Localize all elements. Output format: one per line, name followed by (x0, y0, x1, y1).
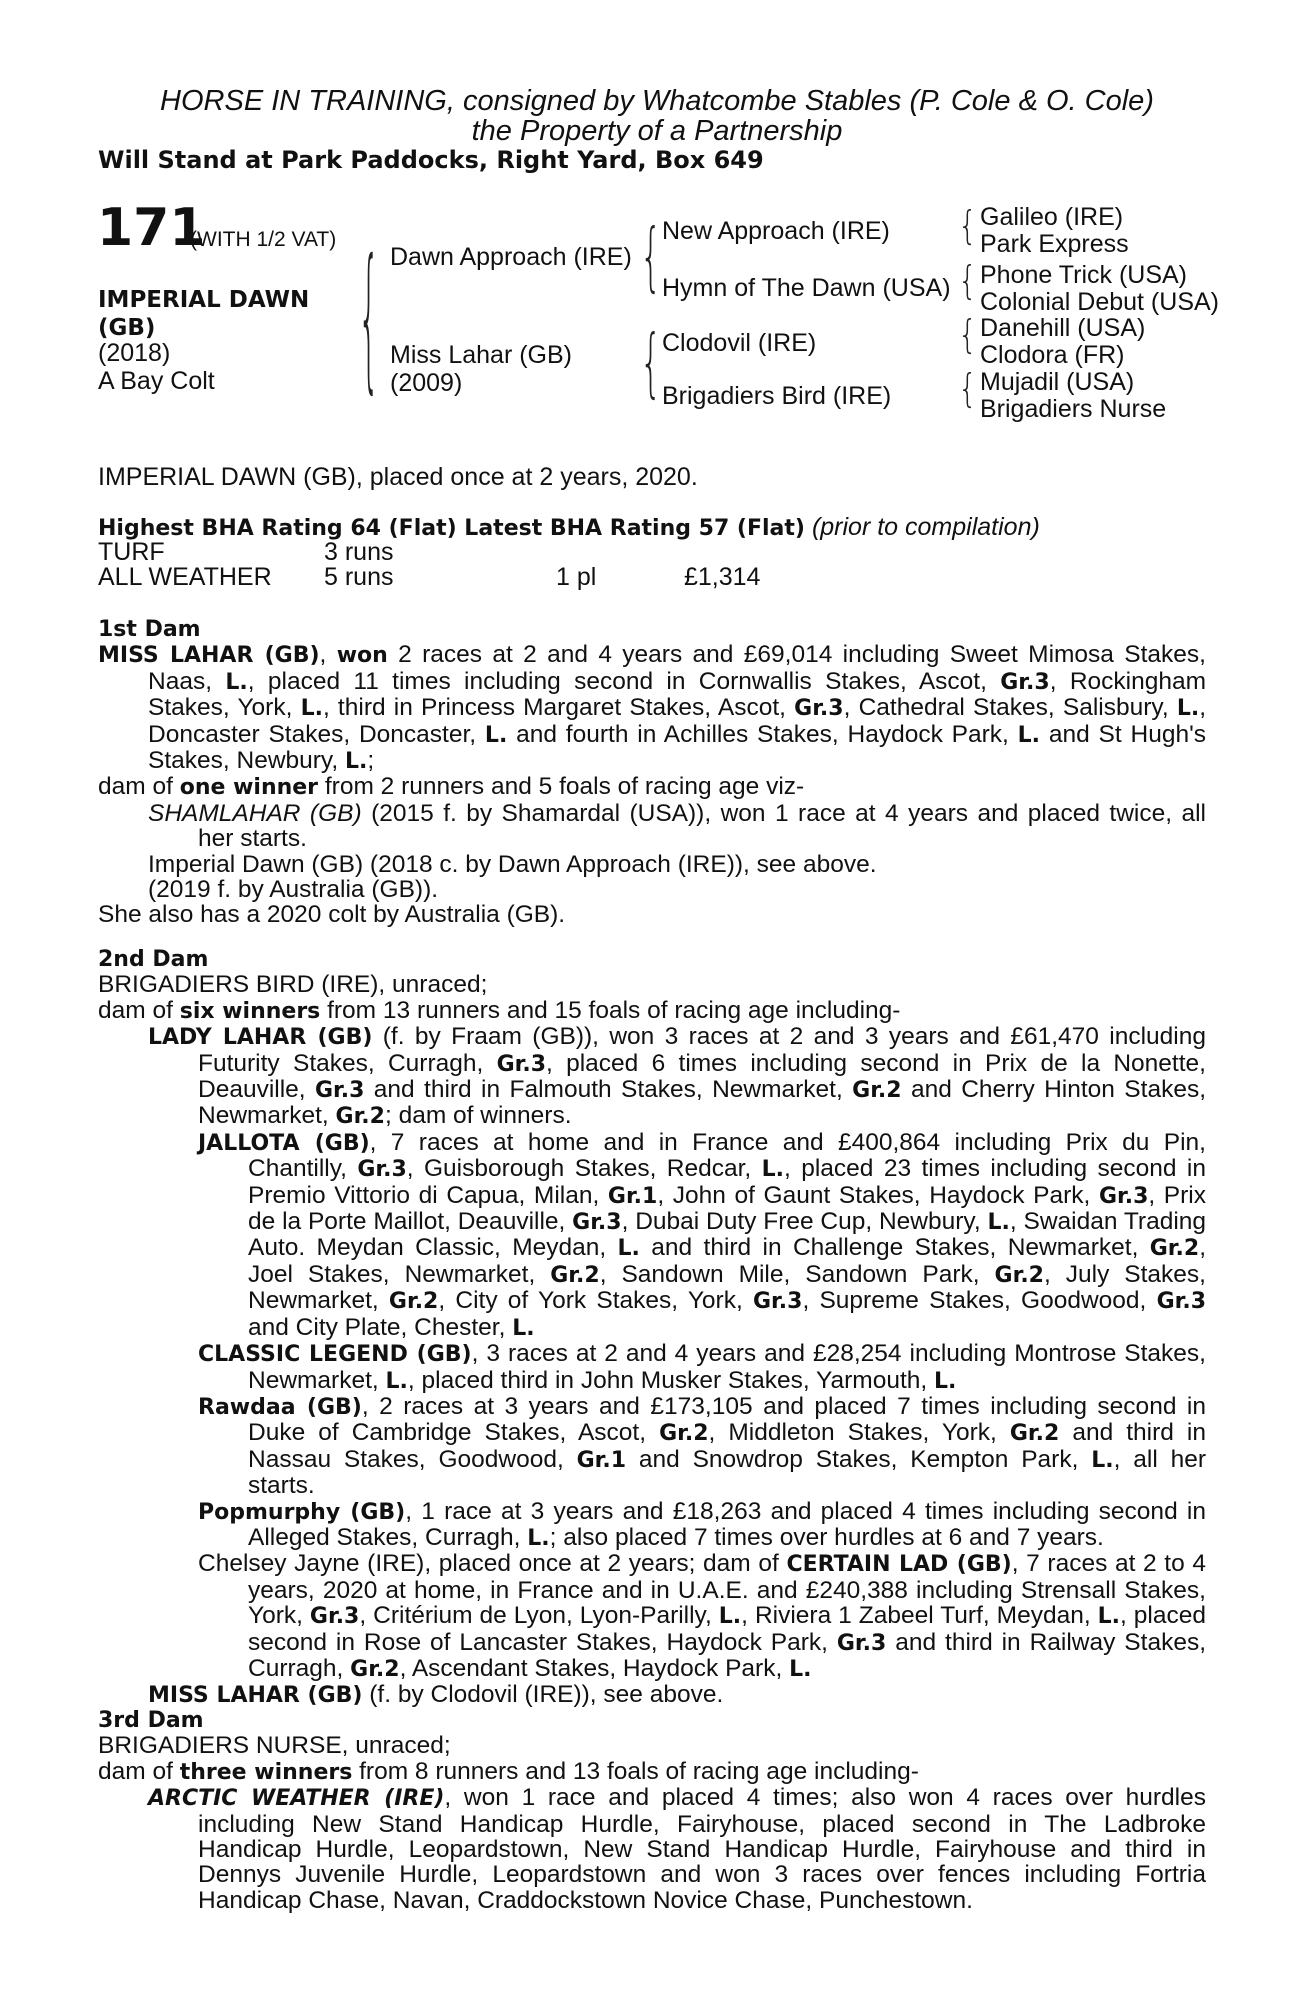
pedigree-dam: Miss Lahar (GB) (390, 341, 572, 369)
pedigree-dam-dam: Brigadiers Bird (IRE) (662, 382, 892, 410)
pedigree-g7: Mujadil (USA) (980, 368, 1135, 396)
pedigree-g4: Colonial Debut (USA) (980, 288, 1219, 316)
bha-rating-note: (prior to compilation) (811, 513, 1040, 541)
produce-lady-lahar: LADY LAHAR (GB) (f. by Fraam (GB)), won 3 races at 2 and 3 years and £61,470 including Futurity Stakes, Curragh, Gr.3, placed 6 times including second in Prix de la Nonette, Deauville, Gr.3 and third in Falmouth Stakes, Newmarket, Gr.2 and Cherry Hinton Stakes, Newmarket, Gr.2; dam of winners. (148, 1023, 1206, 1130)
pedigree-brace-sire: { (640, 214, 662, 302)
lot-number: 171 (97, 198, 206, 258)
pedigree-dam-year: (2009) (390, 369, 463, 397)
produce-arctic-weather: ARCTIC WEATHER (IRE), won 1 race and placed 4 times; also won 4 races over hurdles including New Stand Handicap Hurdle, Fairyhouse, placed second in The Ladbroke Handicap Hurdle, Leopardstown, New Stand Handicap Hurdle, Fairyhouse and third in Dennys Juvenile Hurdle, Leopardstown and won 3 races over fences including Fortria Handicap Chase, Navan, Craddockstown Novice Chase, Punchestown. (148, 1784, 1206, 1914)
stand-location: Will Stand at Park Paddocks, Right Yard, Box 649 (98, 146, 764, 174)
pedigree-brace-g12: { (958, 204, 978, 250)
produce-miss-lahar: MISS LAHAR (GB) (f. by Clodovil (IRE)), see above. (148, 1681, 724, 1709)
produce-imperial-dawn: Imperial Dawn (GB) (2018 c. by Dawn Approach (IRE)), see above. (148, 850, 877, 878)
bha-rating-values: Highest BHA Rating 64 (Flat) Latest BHA Rating 57 (Flat) (98, 516, 805, 541)
second-dam-line1: BRIGADIERS BIRD (IRE), unraced; (98, 971, 488, 999)
second-dam-section (98, 946, 1206, 1709)
first-dam-produce: dam of one winner from 2 runners and 5 foals of racing age viz- (98, 773, 805, 801)
produce-2020-colt: She also has a 2020 colt by Australia (GB). (98, 901, 566, 929)
produce-chelsey-jayne: Chelsey Jayne (IRE), placed once at 2 years; dam of CERTAIN LAD (GB), 7 races at 2 to 4 years, 2020 at home, in France and in U.A.E. and £240,388 including Strensall Stakes, York, Gr.3, Critérium de Lyon, Lyon-Parilly, L., Riviera 1 Zabeel Turf, Meydan, L., placed second in Rose of Lancaster Stakes, Haydock Park, Gr.3 and third in Railway Stakes, Curragh, Gr.2, Ascendant Stakes, Haydock Park, L. (198, 1550, 1207, 1682)
third-dam-line1: BRIGADIERS NURSE, unraced; (98, 1732, 451, 1760)
aw-placed: 1 pl (556, 563, 597, 591)
horse-description: A Bay Colt (98, 367, 215, 395)
third-dam-section (98, 1707, 1206, 1913)
horse-name-line1: IMPERIAL DAWN (98, 287, 310, 313)
pedigree-g6: Clodora (FR) (980, 341, 1125, 369)
third-dam-heading: 3rd Dam (98, 1708, 204, 1733)
pedigree-sire: Dawn Approach (IRE) (390, 243, 632, 271)
property-line: the Property of a Partnership (471, 115, 843, 147)
second-dam-produce: dam of six winners from 13 runners and 15 foals of racing age including- (98, 996, 901, 1024)
first-dam-record: MISS LAHAR (GB), won 2 races at 2 and 4 years and £69,014 including Sweet Mimosa Stakes, Naas, L., placed 11 times including second in Cornwallis Stakes, Ascot, Gr.3, Rockingham Stakes, York, L., third in Princess Margaret Stakes, Ascot, Gr.3, Cathedral Stakes, Salisbury, L., Doncaster Stakes, Doncaster, L. and fourth in Achilles Stakes, Haydock Park, L. and St Hugh's Stakes, Newbury, L.; (98, 641, 1207, 775)
produce-2019-filly: (2019 f. by Australia (GB)). (148, 876, 439, 904)
second-dam-heading: 2nd Dam (98, 947, 209, 972)
pedigree-brace-g34: { (958, 259, 978, 305)
pedigree-brace-g56: { (958, 313, 978, 359)
aw-label: ALL WEATHER (98, 563, 272, 591)
consignor-line: HORSE IN TRAINING, consigned by Whatcombe Stables (P. Cole & O. Cole) (160, 85, 1154, 117)
pedigree-brace-main: { (358, 228, 380, 412)
pedigree-g5: Danehill (USA) (980, 314, 1146, 342)
first-dam-section (98, 616, 1206, 928)
horse-name (98, 286, 348, 342)
produce-classic-legend: CLASSIC LEGEND (GB), 3 races at 2 and 4 years and £28,254 including Montrose Stakes, Newmarket, L., placed third in John Musker Stakes, Yarmouth, L. (198, 1340, 1206, 1394)
third-dam-produce: dam of three winners from 8 runners and 13 foals of racing age including- (98, 1757, 919, 1785)
turf-runs: 3 runs (324, 538, 394, 566)
aw-earnings: £1,314 (684, 563, 761, 591)
aw-runs: 5 runs (324, 563, 394, 591)
horse-year: (2018) (98, 339, 171, 367)
bha-rating (98, 514, 1040, 542)
pedigree-brace-g78: { (958, 367, 978, 413)
pedigree-g3: Phone Trick (USA) (980, 261, 1188, 289)
produce-popmurphy: Popmurphy (GB), 1 race at 3 years and £18,263 and placed 4 times including second in Alleged Stakes, Curragh, L.; also placed 7 times over hurdles at 6 and 7 years. (198, 1497, 1206, 1551)
pedigree-sire-dam: Hymn of The Dawn (USA) (662, 274, 951, 302)
turf-label: TURF (98, 538, 165, 566)
horse-name-line2: (GB) (98, 315, 156, 341)
vat-note: (WITH 1/2 VAT) (190, 228, 337, 251)
first-dam-heading: 1st Dam (98, 617, 201, 642)
produce-jallota: JALLOTA (GB), 7 races at home and in France and £400,864 including Prix du Pin, Chantilly, Gr.3, Guisborough Stakes, Redcar, L., placed 23 times including second in Premio Vittorio di Capua, Milan, Gr.1, John of Gaunt Stakes, Haydock Park, Gr.3, Prix de la Porte Maillot, Deauville, Gr.3, Dubai Duty Free Cup, Newbury, L., Swaidan Trading Auto. Meydan Classic, Meydan, L. and third in Challenge Stakes, Newmarket, Gr.2, Joel Stakes, Newmarket, Gr.2, Sandown Mile, Sandown Park, Gr.2, July Stakes, Newmarket, Gr.2, City of York Stakes, York, Gr.3, Supreme Stakes, Goodwood, Gr.3 and City Plate, Chester, L. (198, 1128, 1207, 1341)
produce-shamlahar: SHAMLAHAR (GB) (2015 f. by Shamardal (USA)), won 1 race at 4 years and placed twice, all her starts. (148, 799, 1206, 853)
pedigree-dam-sire: Clodovil (IRE) (662, 329, 817, 357)
pedigree-brace-dam: { (640, 320, 662, 408)
pedigree-g1: Galileo (IRE) (980, 203, 1124, 231)
produce-rawdaa: Rawdaa (GB), 2 races at 3 years and £173,105 and placed 7 times including second in Duke of Cambridge Stakes, Ascot, Gr.2, Middleton Stakes, York, Gr.2 and third in Nassau Stakes, Goodwood, Gr.1 and Snowdrop Stakes, Kempton Park, L., all her starts. (198, 1392, 1207, 1500)
pedigree-g2: Park Express (980, 230, 1129, 258)
pedigree-g8: Brigadiers Nurse (980, 395, 1167, 423)
race-summary: IMPERIAL DAWN (GB), placed once at 2 years, 2020. (98, 463, 698, 491)
pedigree-sire-sire: New Approach (IRE) (662, 217, 890, 245)
